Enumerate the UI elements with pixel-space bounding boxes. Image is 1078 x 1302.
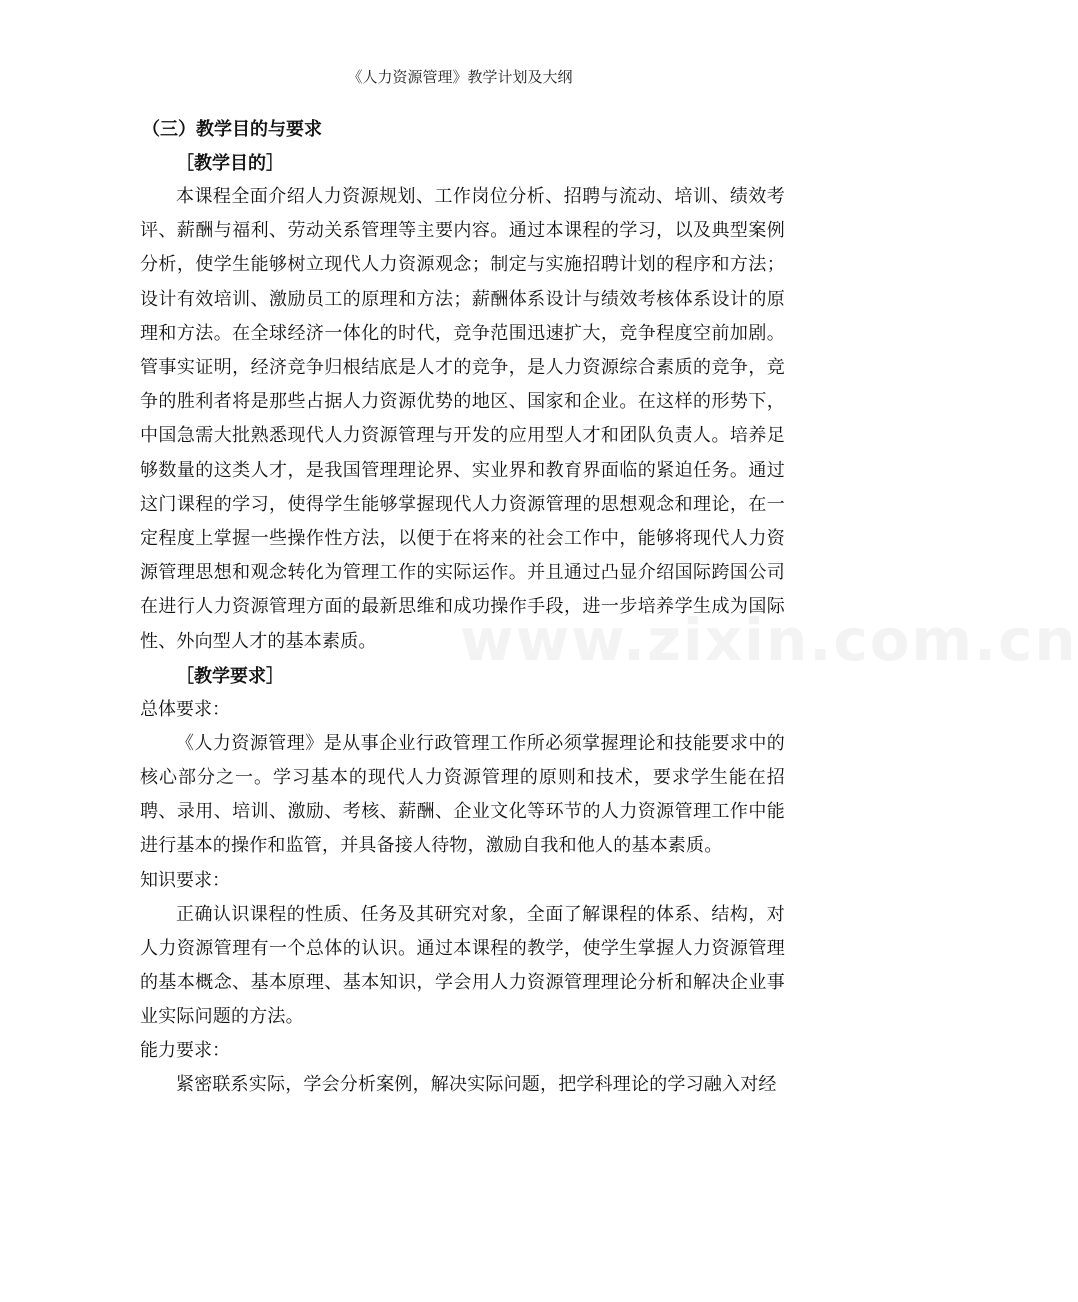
knowledge-requirements-paragraph: 正确认识课程的性质、任务及其研究对象，全面了解课程的体系、结构，对人力资源管理有一个总体的认识。通过本课程的教学，使学生掌握人力资源管理的基本概念、基本原理、基本知识，学会用人力资源管理理论分析和解决企业事业实际问题的方法。 (140, 903, 785, 1028)
overall-requirements-paragraph: 《人力资源管理》是从事企业行政管理工作所必须掌握理论和技能要求中的核心部分之一。学习基本的现代人力资源管理的原则和技术，要求学生能在招聘、录用、培训、激励、考核、薪酬、企业文化等环节的人力资源管理工作中能进行基本的操作和监管，并具备接人待物，激励自我和他人的基本素质。 (140, 732, 785, 857)
ability-requirements-paragraph: 紧密联系实际，学会分析案例，解决实际问题，把学科理论的学习融入对经 (176, 1074, 777, 1096)
ability-requirements-label: 能力要求： (140, 1040, 230, 1062)
watermark: www.zixin.com.cn (460, 606, 1078, 674)
section-heading: （三）教学目的与要求 (142, 119, 322, 140)
knowledge-requirements-label: 知识要求： (140, 869, 230, 891)
overall-requirements-label: 总体要求： (140, 698, 230, 720)
purpose-heading: ［教学目的］ (176, 153, 284, 174)
document-body (140, 114, 785, 1103)
purpose-paragraph: 本课程全面介绍人力资源规划、工作岗位分析、招聘与流动、培训、绩效考评、薪酬与福利、劳动关系管理等主要内容。通过本课程的学习，以及典型案例分析，使学生能够树立现代人力资源观念；制定与实施招聘计划的程序和方法；设计有效培训、激励员工的原理和方法；薪酬体系设计与绩效考核体系设计的原理和方法。在全球经济一体化的时代，竞争范围迅速扩大，竞争程度空前加剧。管事实证明，经济竞争归根结底是人才的竞争，是人力资源综合素质的竞争，竞争的胜利者将是那些占据人力资源优势的地区、国家和企业。在这样的形势下，中国急需大批熟悉现代人力资源管理与开发的应用型人才和团队负责人。培养足够数量的这类人才，是我国管理理论界、实业界和教育界面临的紧迫任务。通过这门课程的学习，使得学生能够掌握现代人力资源管理的思想观念和理论，在一定程度上掌握一些操作性方法，以便于在将来的社会工作中，能够将现代人力资源管理思想和观念转化为管理工作的实际运作。并且通过凸显介绍国际跨国公司在进行人力资源管理方面的最新思维和成功操作手段，进一步培养学生成为国际性、外向型人才的基本素质。 (140, 186, 785, 652)
requirements-heading: ［教学要求］ (176, 665, 284, 687)
page-header: 《人力资源管理》教学计划及大纲 (347, 68, 573, 86)
